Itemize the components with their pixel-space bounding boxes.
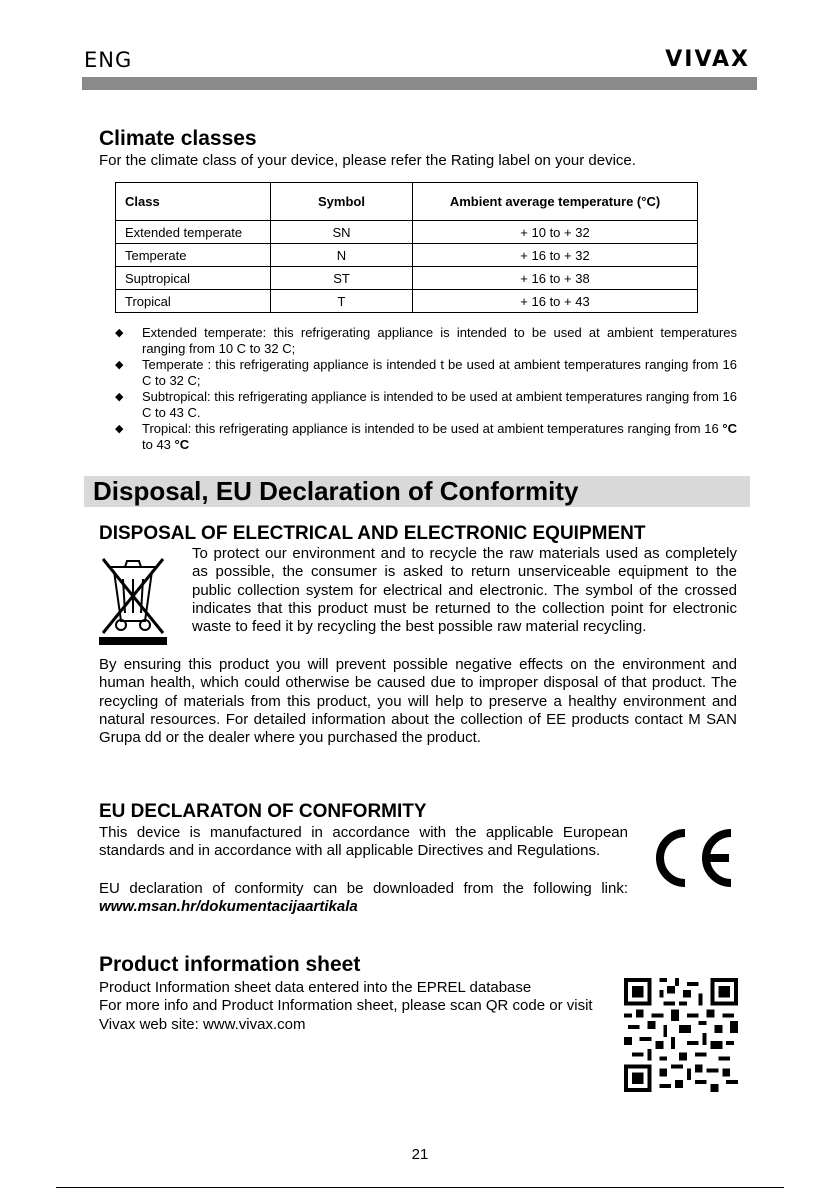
footer-divider [56,1187,784,1188]
table-row [116,290,698,313]
disposal-heading: DISPOSAL OF ELECTRICAL AND ELECTRONIC EQUIPMENT [99,523,646,544]
col-symbol: Symbol [271,183,413,221]
qr-code-icon[interactable] [624,978,738,1092]
climate-classes-intro: For the climate class of your device, please refer the Rating label on your device. [99,152,636,169]
note-text: Subtropical: this refrigerating appliance is intended to be used at ambient temperatures ranging from 16 C to 43 C. [142,389,737,420]
diamond-bullet-icon: ◆ [115,359,124,371]
eu-declaration-link[interactable]: www.msan.hr/dokumentacijaartikala [99,898,358,916]
climate-notes-list [115,325,737,453]
climate-table [115,182,698,313]
table-row [116,267,698,290]
list-item [115,325,737,357]
cell-temperature: + 16 to + 32 [413,244,698,267]
page-number: 21 [411,1146,429,1163]
note-to: to 43 [142,437,175,452]
eu-link-label: EU declaration of conformity can be downloaded from the following link: [99,880,628,897]
cell-class: Extended temperate [116,221,271,244]
product-info-line1: Product Information sheet data entered into the EPREL database [99,979,532,996]
ce-mark-icon [645,825,737,891]
climate-classes-heading: Climate classes [99,127,257,150]
disposal-intro-text: To protect our environment and to recycle the raw materials used as completely as possible, the consumer is asked to return unserviceable equipment to the public collection system for electrical and electronic. The symbol of the crossed indicates that this product must be returned to the collection point for electronic waste to feed it by recycling the best possible raw material recycling. [192,545,737,636]
product-info-heading: Product information sheet [99,953,361,976]
list-item [115,357,737,389]
diamond-bullet-icon: ◆ [115,327,124,339]
diamond-bullet-icon: ◆ [115,423,124,435]
cell-symbol: ST [271,267,413,290]
list-item [115,421,737,453]
cell-symbol: T [271,290,413,313]
note-unit: °C [722,421,737,436]
eu-declaration-link-paragraph [99,880,628,917]
note-text: Tropical: this refrigerating appliance is intended to be used at ambient temperatures ranging from 16 [142,421,723,436]
cell-temperature: + 16 to + 43 [413,290,698,313]
disposal-body-text: By ensuring this product you will prevent possible negative effects on the environment and human health, which could otherwise be caused due to improper disposal of that product. The recycling of materials from this product, you will help to preserve a healthy environment and natural resources. For detailed information about the collection of EE products contact M SAN Grupa dd or the dealer where you purchased the product. [99,656,737,747]
section-heading: Disposal, EU Declaration of Conformity [93,476,579,506]
eu-declaration-heading: EU DECLARATON OF CONFORMITY [99,801,427,822]
climate-table-header [116,183,698,221]
table-row [116,221,698,244]
cell-class: Suptropical [116,267,271,290]
header-brand-logo: VIVAX [665,47,750,72]
cell-class: Temperate [116,244,271,267]
col-temperature: Ambient average temperature (°C) [413,183,698,221]
cell-symbol: N [271,244,413,267]
note-text: Temperate : this refrigerating appliance is intended t be used at ambient temperatures ranging from 16 C to 32 C; [142,357,737,388]
cell-temperature: + 16 to + 38 [413,267,698,290]
eu-declaration-text: This device is manufactured in accordance with the applicable European standards and in accordance with all applicable Directives and Regulations. [99,824,628,860]
note-text: Extended temperate: this refrigerating appliance is intended to be used at ambient temperatures ranging from 10 C to 32 C; [142,325,737,356]
product-info-line2: For more info and Product Information sheet, please scan QR code or visit Vivax web site: www.vivax.com [99,997,593,1033]
cell-temperature: + 10 to + 32 [413,221,698,244]
crossed-out-wheelie-bin-icon [97,553,169,648]
cell-symbol: SN [271,221,413,244]
product-info-text [99,979,614,1034]
cell-class: Tropical [116,290,271,313]
list-item [115,389,737,421]
header-language: ENG [84,48,133,72]
table-row [116,244,698,267]
note-unit: °C [174,437,190,452]
col-class: Class [116,183,271,221]
diamond-bullet-icon: ◆ [115,391,124,403]
header-bar [82,77,757,90]
